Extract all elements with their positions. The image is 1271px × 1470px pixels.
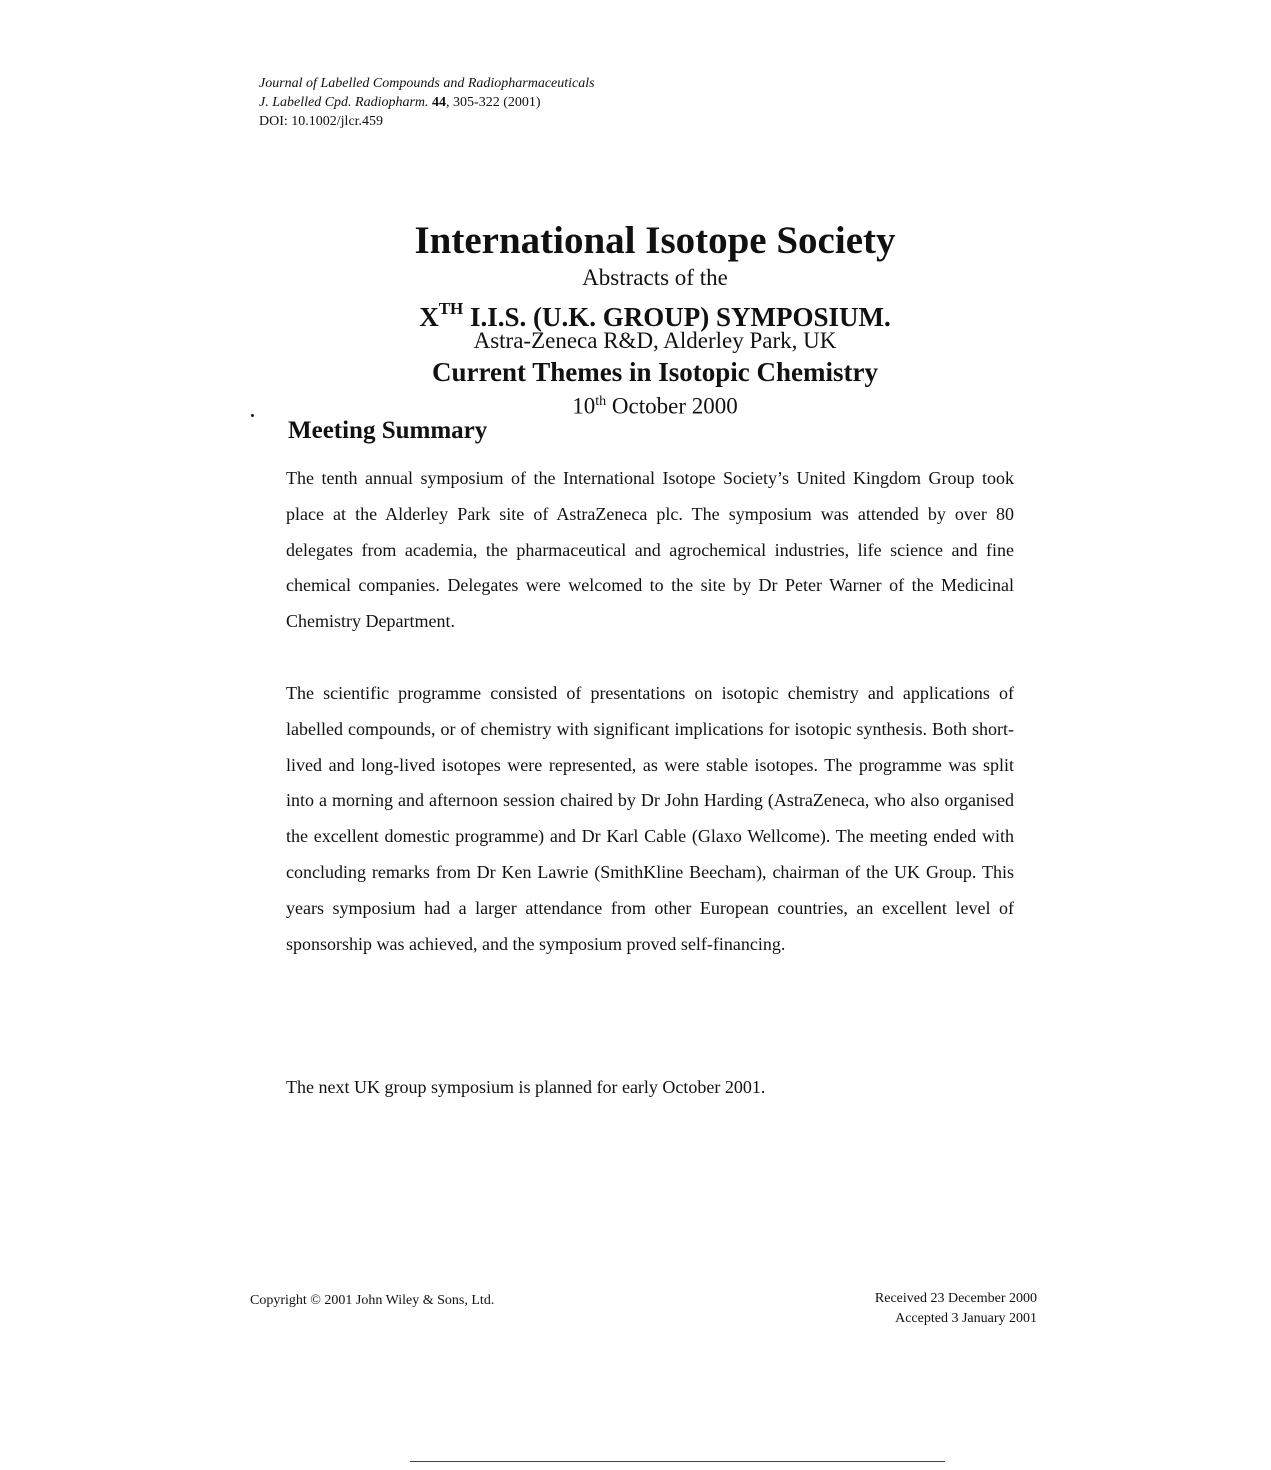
symposium-prefix: X (419, 302, 439, 332)
theme-title: Current Themes in Isotopic Chemistry (432, 357, 878, 387)
summary-paragraph: The scientific programme consisted of presentations on isotopic chemistry and applications of labelled compounds, or of chemistry with significant implications for isotopic synthesis. Both short-lived and long-lived isotopes were represented, as were stable isotopes. The programme was split into a morning and afternoon session chaired by Dr John Harding (AstraZeneca, who also organised the excellent domestic programme) and Dr Karl Cable (Glaxo Wellcome). The meeting ended with concluding remarks from Dr Ken Lawrie (SmithKline Beecham), chairman of the UK Group. This years symposium had a larger attendance from other European countries, an excellent level of sponsorship was achieved, and the symposium proved self-financing. (286, 683, 1014, 954)
journal-name: Journal of Labelled Compounds and Radiopharmaceuticals (259, 76, 595, 91)
journal-volume: 44 (432, 95, 447, 110)
journal-pages-year: , 305-322 (2001) (446, 95, 541, 110)
journal-header (259, 74, 595, 131)
accepted-date: Accepted 3 January 2001 (895, 1311, 1037, 1326)
symposium-superscript: TH (438, 299, 464, 318)
date-rest: October 2000 (606, 393, 738, 419)
meeting-date (0, 387, 1271, 422)
received-accepted-dates (800, 1289, 1037, 1329)
journal-citation (259, 93, 595, 112)
stray-dot (251, 414, 254, 417)
date-superscript: th (595, 394, 607, 409)
page-title: International Isotope Society (414, 219, 896, 262)
summary-paragraph: The tenth annual symposium of the International Isotope Society’s United Kingdom Group took place at the Alderley Park site of AstraZeneca plc. The symposium was attended by over 80 delegates from academia, the pharmaceutical and agrochemical industries, life science and fine chemical companies. Delegates were welcomed to the site by Dr Peter Warner of the Medicinal Chemistry Department. (286, 468, 1014, 632)
abstracts-subtitle: Abstracts of the (582, 265, 728, 290)
venue-line: Astra-Zeneca R&D, Alderley Park, UK (473, 328, 837, 353)
symposium-rest: I.I.S. (U.K. GROUP) SYMPOSIUM. (463, 302, 891, 332)
copyright-notice: Copyright © 2001 John Wiley & Sons, Ltd. (250, 1293, 495, 1308)
bottom-rule (410, 1461, 945, 1462)
summary-paragraph: The next UK group symposium is planned for early October 2001. (286, 1077, 766, 1097)
section-heading: Meeting Summary (288, 417, 488, 444)
received-date: Received 23 December 2000 (874, 1291, 1037, 1306)
journal-citation-abbrev: J. Labelled Cpd. Radiopharm. (259, 95, 429, 110)
date-day: 10 (572, 393, 596, 419)
journal-doi: DOI: 10.1002/jlcr.459 (259, 114, 384, 129)
